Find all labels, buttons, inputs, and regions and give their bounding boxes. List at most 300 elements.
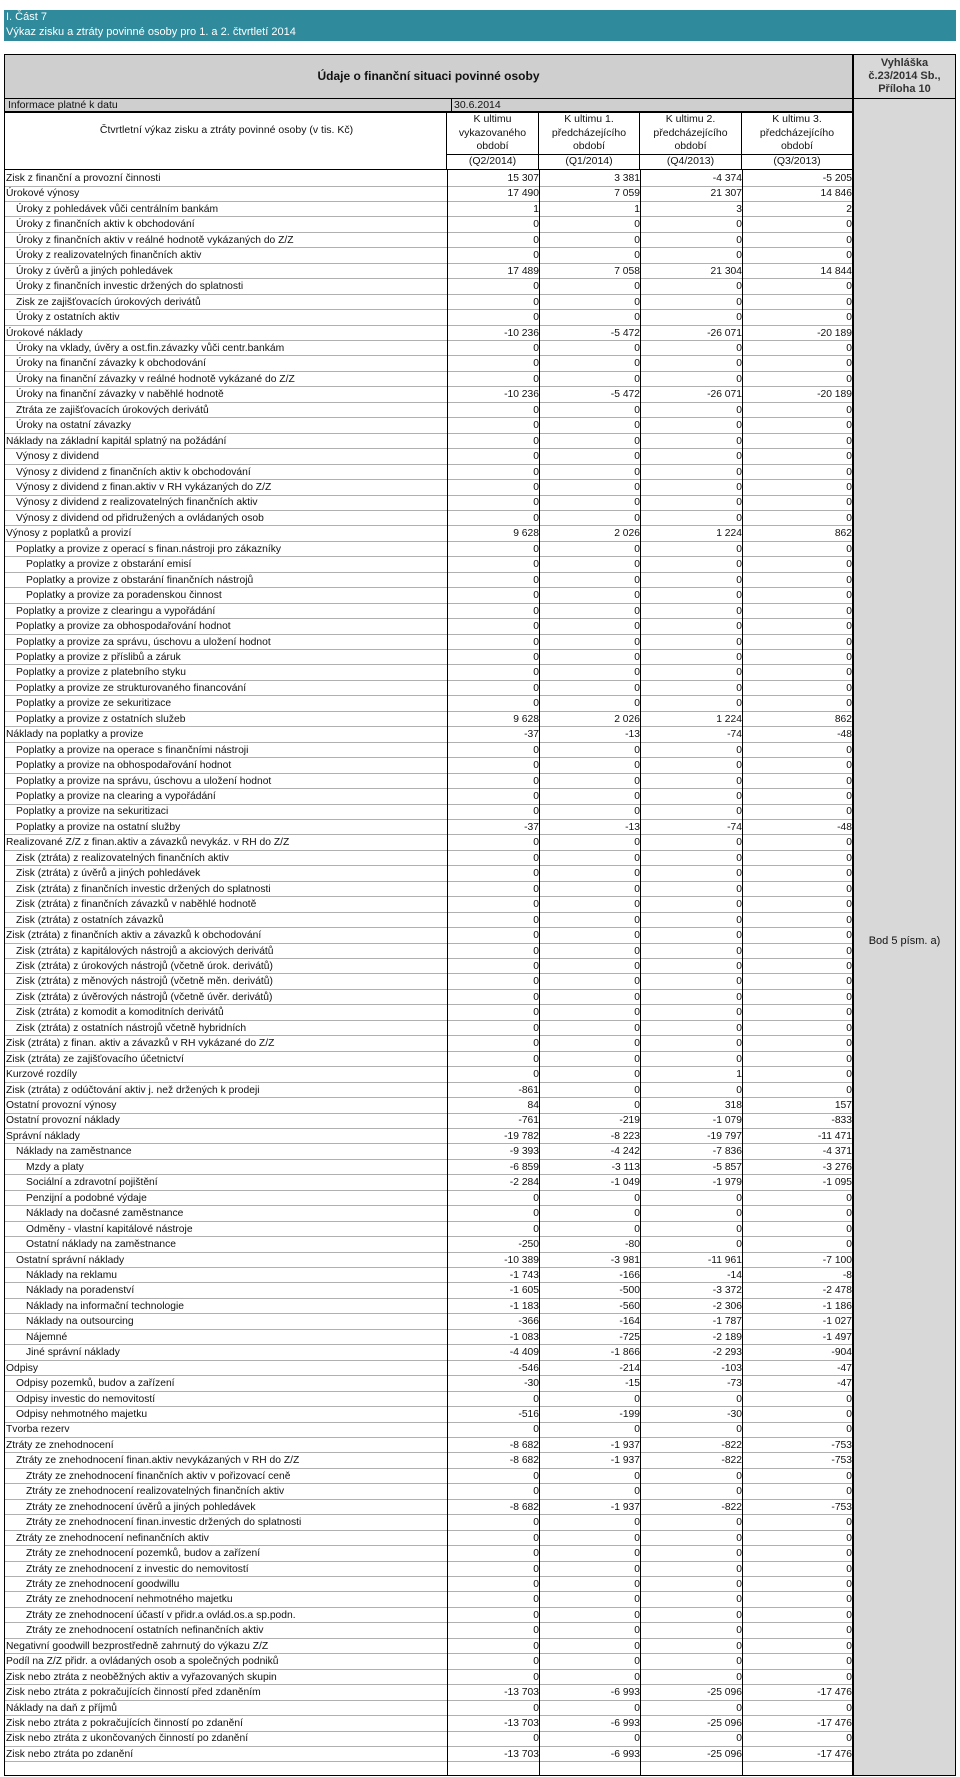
row-value: 0: [533, 1470, 539, 1482]
row-value: 0: [846, 435, 852, 447]
row-value: 0: [533, 667, 539, 679]
row-label: Úroky z ostatních aktiv: [16, 312, 120, 324]
row-value: -17 476: [817, 1687, 852, 1699]
row-label: Ztráty ze znehodnocení úvěrů a jiných pohledávek: [26, 1501, 256, 1513]
row-value: 1: [533, 203, 539, 215]
row-value: 0: [533, 373, 539, 385]
row-value: 0: [634, 342, 640, 354]
row-value: 0: [634, 1563, 640, 1575]
row-value: -13: [625, 821, 640, 833]
table-row: [4, 1438, 853, 1454]
row-label: Zisk z finanční a provozní činnosti: [6, 173, 161, 184]
table-row: [4, 696, 853, 712]
row-value: 0: [634, 698, 640, 710]
table-row: [4, 1052, 853, 1068]
row-value: -1 937: [610, 1439, 640, 1451]
row-label: Zisk (ztráta) ze zajišťovacího účetnictví: [6, 1053, 184, 1065]
table-row: [4, 1453, 853, 1469]
row-value: -1 183: [509, 1300, 539, 1312]
row-value: 0: [634, 1578, 640, 1590]
table-row: [4, 1623, 853, 1639]
row-value: 0: [736, 651, 742, 663]
row-value: -17 476: [817, 1718, 852, 1729]
row-value: 0: [634, 621, 640, 633]
table-row: [4, 1345, 853, 1361]
row-value: 0: [736, 312, 742, 324]
row-value: -1 743: [509, 1269, 539, 1281]
row-value: 0: [846, 621, 852, 633]
table-row: [4, 1592, 853, 1608]
table-row: [4, 1531, 853, 1547]
row-value: -8 223: [610, 1130, 640, 1142]
row-value: 0: [846, 883, 852, 895]
row-label: Náklady na daň z příjmů: [6, 1702, 118, 1714]
row-value: 0: [846, 1022, 852, 1034]
row-value: -166: [619, 1269, 640, 1281]
row-value: 862: [834, 528, 852, 540]
row-value: 0: [634, 1192, 640, 1204]
report-label: Čtvrtletní výkaz zisku a ztráty povinné osoby (v tis. Kč): [99, 124, 354, 136]
table-row: [4, 418, 853, 434]
row-label: Jiné správní náklady: [26, 1347, 120, 1359]
column-header-line2: předcházejícího: [759, 126, 835, 139]
row-value: 0: [846, 945, 852, 957]
row-value: 0: [533, 342, 539, 354]
row-value: 0: [533, 1053, 539, 1065]
row-value: 0: [736, 1038, 742, 1050]
row-value: 0: [634, 1470, 640, 1482]
row-value: -833: [831, 1115, 852, 1127]
column-header-line1: K ultimu 1.: [564, 113, 614, 125]
table-row: [4, 480, 853, 496]
row-label: Náklady na zaměstnance: [16, 1146, 132, 1158]
row-value: -3 276: [822, 1161, 852, 1173]
row-value: 0: [634, 1532, 640, 1544]
row-value: 0: [736, 482, 742, 493]
row-value: -10 389: [504, 1254, 539, 1266]
row-value: 0: [533, 945, 539, 957]
row-value: -13: [625, 729, 640, 741]
row-label: Úroky z úvěrů a jiných pohledávek: [16, 265, 173, 277]
row-value: -4 371: [822, 1146, 852, 1158]
legal-reference-line3: Příloha 10: [878, 83, 931, 95]
row-label: Zisk (ztráta) z realizovatelných finančních aktiv: [16, 852, 229, 864]
row-value: 2 026: [614, 713, 640, 725]
row-value: 0: [736, 1022, 742, 1034]
row-label: Poplatky a provize na ostatní služby: [16, 821, 181, 833]
row-value: 0: [846, 1656, 852, 1668]
row-value: 0: [634, 1393, 640, 1405]
column-period-code: (Q1/2014): [539, 154, 639, 169]
row-value: -1 497: [822, 1331, 852, 1343]
row-value: 0: [736, 852, 742, 864]
column-header-line1: K ultimu 2.: [665, 113, 716, 125]
row-value: 0: [634, 1208, 640, 1220]
table-row: [4, 1376, 853, 1392]
row-value: 0: [736, 667, 742, 679]
row-label: Poplatky a provize za obhospodařování hodnot: [16, 621, 231, 633]
table-row: [4, 1747, 853, 1763]
row-value: -2 284: [509, 1177, 539, 1189]
row-label: Úroky z finančních aktiv v reálné hodnotě vykázaných do Z/Z: [16, 234, 294, 246]
table-row: [4, 882, 853, 898]
table-row: [4, 356, 853, 372]
row-label: Zisk nebo ztráta z ukončovaných činností po zdanění: [6, 1733, 249, 1745]
row-label: Úroky z pohledávek vůči centrálním bankám: [16, 203, 219, 215]
row-value: 0: [736, 543, 742, 555]
row-value: 0: [634, 373, 640, 385]
row-value: 0: [736, 868, 742, 880]
info-date-row: [4, 99, 853, 112]
column-header-line2: předcházejícího: [653, 126, 728, 139]
row-value: 2: [846, 203, 852, 215]
table-row: [4, 1500, 853, 1516]
row-value: -8: [842, 1269, 852, 1281]
row-label: Poplatky a provize za správu, úschovu a uložení hodnot: [16, 636, 271, 648]
row-value: 0: [736, 621, 742, 633]
row-value: 0: [846, 234, 852, 246]
row-value: 0: [846, 512, 852, 524]
row-value: 0: [533, 250, 539, 262]
row-value: -103: [721, 1362, 742, 1374]
table-row: [4, 1222, 853, 1238]
row-value: -2 189: [712, 1331, 742, 1343]
row-value: 0: [846, 991, 852, 1003]
table-row: [4, 1314, 853, 1330]
row-label: Úrokové náklady: [6, 327, 83, 339]
column-header-line2: předcházejícího: [551, 126, 627, 139]
row-value: 0: [634, 899, 640, 911]
row-label: Poplatky a provize z operací s finan.nástroji pro zákazníky: [16, 543, 281, 555]
row-value: -10 236: [504, 389, 539, 401]
row-label: Negativní goodwill bezprostředně zahrnutý do výkazu Z/Z: [6, 1640, 269, 1652]
row-value: -20 189: [817, 389, 852, 401]
row-value: -904: [831, 1347, 852, 1359]
table-row: [4, 1484, 853, 1500]
row-value: 0: [846, 1424, 852, 1436]
row-value: 0: [736, 991, 742, 1003]
row-value: -1 979: [712, 1177, 742, 1189]
row-label: Výnosy z dividend z realizovatelných finančních aktiv: [16, 497, 258, 509]
row-label: Náklady na outsourcing: [26, 1316, 134, 1328]
row-label: Výnosy z dividend od přidružených a ovládaných osob: [16, 512, 264, 524]
row-label: Zisk nebo ztráta z pokračujících činností před zdaněním: [6, 1687, 261, 1699]
table-row: [4, 526, 853, 542]
row-value: 0: [533, 543, 539, 555]
row-label: Mzdy a platy: [26, 1161, 84, 1173]
row-label: Výnosy z dividend z finan.aktiv v RH vykázaných do Z/Z: [16, 482, 272, 493]
info-date-label: Informace platné k datu: [8, 99, 118, 111]
row-label: Výnosy z poplatků a provizí: [6, 528, 132, 540]
row-value: 0: [634, 312, 640, 324]
table-row: [4, 1608, 853, 1624]
row-value: 0: [634, 636, 640, 648]
row-value: 0: [736, 775, 742, 787]
row-value: 14 846: [820, 188, 852, 200]
row-value: -47: [837, 1378, 852, 1390]
table-row: [4, 681, 853, 697]
row-value: -7 836: [712, 1146, 742, 1158]
table-row: [4, 851, 853, 867]
row-value: 0: [736, 1517, 742, 1529]
row-value: 0: [736, 806, 742, 818]
table-row: [4, 1562, 853, 1578]
row-value: 0: [634, 219, 640, 231]
table-row: [4, 758, 853, 774]
section-banner: [4, 10, 956, 41]
row-label: Poplatky a provize z ostatních služeb: [16, 713, 186, 725]
row-value: 0: [533, 466, 539, 478]
row-label: Zisk (ztráta) z úvěrů a jiných pohledávek: [16, 868, 201, 880]
row-value: 0: [846, 373, 852, 385]
row-value: 0: [634, 1424, 640, 1436]
row-value: 0: [846, 250, 852, 262]
row-value: 0: [634, 976, 640, 988]
row-value: -861: [518, 1084, 539, 1096]
row-label: Podíl na Z/Z přidr. a ovládaných osob a společných podniků: [6, 1656, 279, 1668]
row-label: Zisk (ztráta) z kapitálových nástrojů a akciových derivátů: [16, 945, 274, 957]
row-value: 0: [533, 1733, 539, 1745]
row-value: 0: [736, 883, 742, 895]
row-value: 0: [533, 512, 539, 524]
row-value: 0: [533, 899, 539, 911]
row-value: 15 307: [507, 173, 539, 184]
row-label: Sociální a zdravotní pojištění: [26, 1177, 158, 1189]
row-value: -725: [619, 1331, 640, 1343]
row-value: 0: [634, 1609, 640, 1621]
row-value: 0: [736, 1486, 742, 1498]
row-label: Zisk (ztráta) z finančních aktiv a závazků k obchodování: [6, 930, 262, 942]
row-value: 0: [634, 1625, 640, 1637]
row-value: 0: [533, 296, 539, 308]
row-label: Tvorba rezerv: [6, 1424, 70, 1436]
row-label: Náklady na reklamu: [26, 1269, 117, 1281]
row-value: 0: [533, 1208, 539, 1220]
row-value: -1 787: [712, 1316, 742, 1328]
row-label: Ztráta ze zajišťovacích úrokových derivátů: [16, 404, 209, 416]
row-label: Náklady na základní kapitál splatný na požádání: [6, 435, 227, 447]
row-label: Úroky na finanční závazky k obchodování: [16, 358, 207, 370]
row-value: 0: [533, 358, 539, 370]
row-label: Úroky z realizovatelných finančních aktiv: [16, 250, 202, 262]
row-label: Ztráty ze znehodnocení účastí v přidr.a ovlád.os.a sp.podn.: [26, 1609, 296, 1621]
row-value: -822: [721, 1439, 742, 1451]
row-value: 0: [634, 404, 640, 416]
table-row: [4, 1330, 853, 1346]
table-row: [4, 1113, 853, 1129]
row-value: -3 372: [712, 1285, 742, 1297]
row-value: 0: [634, 837, 640, 849]
row-value: -546: [518, 1362, 539, 1374]
row-value: 0: [634, 991, 640, 1003]
row-value: -48: [837, 821, 852, 833]
row-value: 0: [533, 837, 539, 849]
row-value: 0: [634, 512, 640, 524]
row-value: 0: [846, 1239, 852, 1251]
row-value: 0: [533, 1517, 539, 1529]
row-value: -5 472: [610, 327, 640, 339]
row-label: Poplatky a provize na obhospodařování hodnot: [16, 760, 232, 772]
row-value: 0: [736, 281, 742, 293]
row-value: -74: [727, 821, 742, 833]
table-row: [4, 1160, 853, 1176]
table-row: [4, 465, 853, 481]
row-value: 0: [846, 1084, 852, 1096]
row-label: Zisk (ztráta) z ostatních nástrojů včetně hybridních: [16, 1022, 247, 1034]
row-value: 0: [533, 482, 539, 493]
row-value: 0: [533, 404, 539, 416]
row-value: 0: [634, 559, 640, 571]
table-row: [4, 789, 853, 805]
row-value: -4 374: [712, 173, 742, 184]
row-value: -25 096: [707, 1687, 742, 1699]
row-value: 0: [846, 605, 852, 617]
row-value: 0: [736, 1609, 742, 1621]
row-label: Zisk nebo ztráta z neoběžných aktiv a vyřazovaných skupin: [6, 1671, 277, 1683]
table-row: [4, 1283, 853, 1299]
row-value: 0: [533, 1038, 539, 1050]
table-row: [4, 665, 853, 681]
column-header-line3: období: [780, 140, 814, 152]
row-value: 0: [736, 1671, 742, 1683]
table-title: Údaje o finanční situaci povinné osoby: [317, 69, 540, 83]
column-period-code: (Q2/2014): [447, 154, 538, 169]
table-row: [4, 1237, 853, 1253]
table-row: [4, 588, 853, 604]
row-value: 0: [736, 1424, 742, 1436]
row-value: 0: [533, 1486, 539, 1498]
row-value: 0: [846, 1393, 852, 1405]
row-label: Poplatky a provize na správu, úschovu a uložení hodnot: [16, 775, 272, 787]
row-value: -4 409: [509, 1347, 539, 1359]
row-value: 9 628: [513, 713, 539, 725]
row-value: -753: [831, 1455, 852, 1467]
row-value: 0: [736, 1578, 742, 1590]
row-value: 0: [736, 698, 742, 710]
row-value: 0: [634, 1594, 640, 1606]
row-value: 0: [634, 806, 640, 818]
table-row: [4, 542, 853, 558]
row-value: 0: [533, 1671, 539, 1683]
legal-reference-line1: Vyhláška: [880, 57, 929, 69]
column-header-line1: K ultimu 3.: [772, 113, 822, 125]
row-value: -25 096: [707, 1748, 742, 1760]
row-label: Nájemné: [26, 1331, 68, 1343]
table-row: [4, 743, 853, 759]
row-value: 0: [736, 404, 742, 416]
row-value: 0: [736, 358, 742, 370]
row-value: 0: [533, 605, 539, 617]
row-value: 0: [533, 682, 539, 694]
table-row: [4, 1005, 853, 1021]
row-value: -37: [524, 821, 539, 833]
row-value: 0: [736, 574, 742, 586]
row-value: 0: [846, 482, 852, 493]
row-label: Výnosy z dividend: [16, 451, 99, 463]
table-row: [4, 944, 853, 960]
row-value: 0: [533, 976, 539, 988]
row-label: Odpisy investic do nemovitostí: [16, 1393, 156, 1405]
row-value: 0: [634, 1640, 640, 1652]
row-value: 3 381: [614, 173, 640, 184]
row-label: Ztráty ze znehodnocení pozemků, budov a zařízení: [26, 1548, 261, 1560]
row-label: Ztráty ze znehodnocení realizovatelných finančních aktiv: [26, 1486, 285, 1498]
row-value: 0: [634, 1038, 640, 1050]
row-value: 7 058: [614, 265, 640, 277]
table-row: [4, 1098, 853, 1114]
row-value: 0: [846, 296, 852, 308]
row-value: 0: [533, 868, 539, 880]
table-row: [4, 1392, 853, 1408]
row-value: 0: [533, 590, 539, 602]
row-value: 3: [736, 203, 742, 215]
row-value: 0: [533, 435, 539, 447]
row-value: 0: [533, 219, 539, 231]
row-value: 0: [634, 775, 640, 787]
row-value: 0: [736, 373, 742, 385]
row-value: 0: [634, 744, 640, 756]
row-value: 0: [846, 1640, 852, 1652]
table-row: [4, 650, 853, 666]
table-row: [4, 202, 853, 218]
row-label: Úroky na finanční závazky v reálné hodnotě vykázané do Z/Z: [16, 373, 295, 385]
table-row: [4, 1654, 853, 1670]
row-value: -5 472: [610, 389, 640, 401]
row-label: Zisk (ztráta) z úvěrových nástrojů (včetně úvěr. derivátů): [16, 991, 273, 1003]
row-value: 0: [736, 1548, 742, 1560]
table-row: [4, 1268, 853, 1284]
table-row: [4, 974, 853, 990]
row-value: 0: [736, 590, 742, 602]
row-value: 0: [634, 1671, 640, 1683]
row-label: Úrokové výnosy: [6, 188, 80, 200]
table-row: [4, 1021, 853, 1037]
row-value: 0: [533, 1548, 539, 1560]
column-header: [446, 112, 539, 170]
row-value: -26 071: [707, 389, 742, 401]
row-value: 0: [533, 1563, 539, 1575]
row-value: -48: [837, 729, 852, 741]
row-value: 0: [634, 1548, 640, 1560]
table-row: [4, 264, 853, 280]
row-value: 0: [634, 1053, 640, 1065]
row-value: -14: [727, 1269, 742, 1281]
row-value: 0: [846, 651, 852, 663]
row-value: 0: [736, 435, 742, 447]
row-label: Ztráty ze znehodnocení finan.investic držených do splatnosti: [26, 1517, 302, 1529]
table-row: [4, 604, 853, 620]
row-label: Zisk (ztráta) z komodit a komoditních derivátů: [16, 1007, 224, 1019]
row-label: Zisk ze zajišťovacích úrokových derivátů: [16, 296, 201, 308]
row-label: Ostatní správní náklady: [16, 1254, 125, 1266]
table-row: [4, 913, 853, 929]
row-value: 21 307: [710, 188, 742, 200]
row-value: 0: [634, 852, 640, 864]
row-label: Ostatní provozní výnosy: [6, 1100, 117, 1111]
row-value: -2 478: [822, 1285, 852, 1297]
row-value: 0: [533, 698, 539, 710]
row-value: -11 961: [707, 1254, 742, 1266]
row-label: Odpisy pozemků, budov a zařízení: [16, 1378, 175, 1390]
row-value: 0: [533, 760, 539, 772]
row-value: 0: [634, 1486, 640, 1498]
table-row: [4, 1469, 853, 1485]
row-value: -8 682: [509, 1501, 539, 1513]
row-value: 0: [736, 1239, 742, 1251]
row-value: 0: [634, 466, 640, 478]
row-label: Ztráty ze znehodnocení finan.aktiv nevykázaných v RH do Z/Z: [16, 1455, 300, 1467]
row-value: 14 844: [820, 265, 852, 277]
